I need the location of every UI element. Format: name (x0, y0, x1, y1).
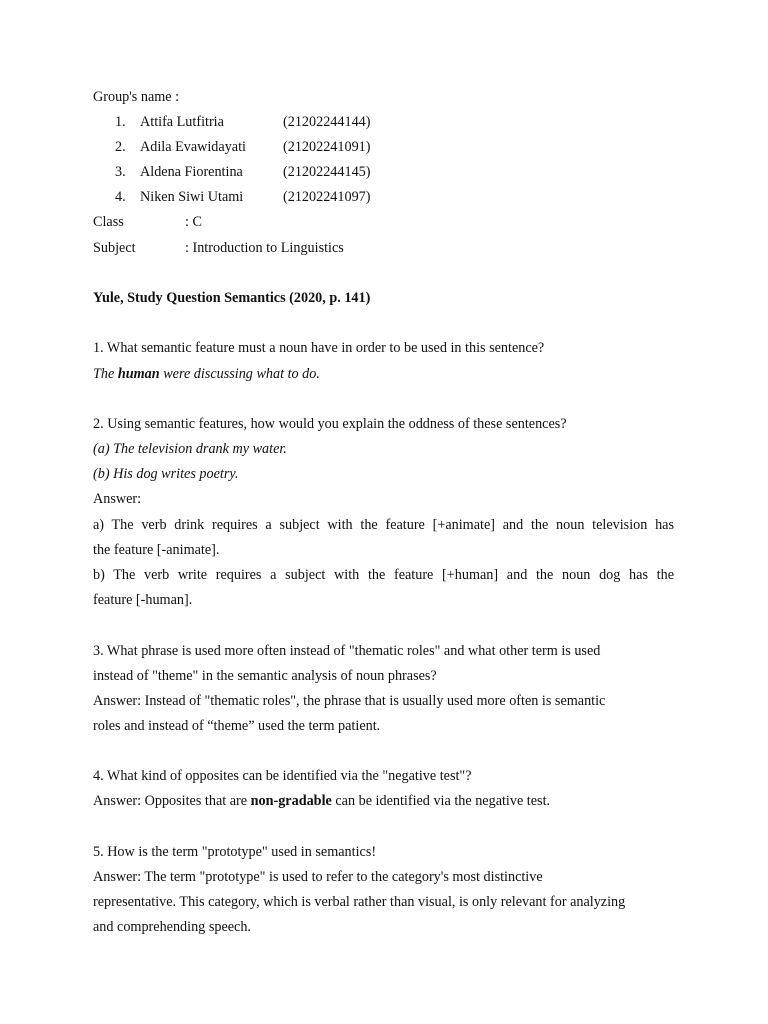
document-title: Yule, Study Question Semantics (2020, p. 141) (93, 290, 371, 306)
question-5: 5. How is the term "prototype" used in semantics! (93, 844, 377, 860)
class-value: : C (185, 214, 202, 230)
question-2-example-a: (a) The television drank my water. (93, 441, 287, 457)
question-3: 3. What phrase is used more often instead of "thematic roles" and what other term is used (93, 643, 601, 659)
answer-2a-line: the feature [-animate]. (93, 542, 220, 558)
member-name: Aldena Fiorentina (140, 164, 243, 180)
member-id: (21202244144) (283, 114, 371, 130)
question-1: 1. What semantic feature must a noun have in order to be used in this sentence? (93, 340, 545, 356)
member-number: 4. (115, 189, 126, 205)
question-4: 4. What kind of opposites can be identified via the "negative test"? (93, 768, 472, 784)
member-id: (21202244145) (283, 164, 371, 180)
question-3: instead of "theme" in the semantic analysis of noun phrases? (93, 668, 437, 684)
answer-4 (93, 792, 550, 810)
answer-3-line: roles and instead of “theme” used the term patient. (93, 718, 381, 734)
member-number: 1. (115, 114, 126, 130)
answer-2b-line: feature [-human]. (93, 592, 193, 608)
member-name: Attifa Lutfitria (140, 114, 224, 130)
answer-emphasis: non-gradable (250, 793, 332, 809)
answer-3-line: Answer: Instead of "thematic roles", the phrase that is usually used more often is semantic (93, 693, 606, 709)
answer-5-line: and comprehending speech. (93, 919, 251, 935)
answer-label: Answer: (93, 491, 142, 507)
answer-text: can be identified via the negative test. (331, 793, 551, 809)
class-label: Class (93, 214, 124, 230)
member-id: (21202241091) (283, 139, 371, 155)
answer-2a-line: a) The verb drink requires a subject with the feature [+animate] and the noun television has (93, 517, 674, 533)
example-text: The (93, 366, 118, 382)
question-2-example-b: (b) His dog writes poetry. (93, 466, 239, 482)
example-text: were discussing what to do. (159, 366, 320, 382)
example-emphasis: human (117, 366, 160, 382)
member-name: Niken Siwi Utami (140, 189, 244, 205)
answer-text: Answer: Opposites that are (93, 793, 251, 809)
member-name: Adila Evawidayati (140, 139, 246, 155)
group-label: Group's name : (93, 89, 180, 105)
answer-2b-line: b) The verb write requires a subject with the feature [+human] and the noun dog has the (93, 567, 674, 583)
question-1-example (93, 365, 320, 383)
answer-5-line: Answer: The term "prototype" is used to refer to the category's most distinctive (93, 869, 543, 885)
member-number: 3. (115, 164, 126, 180)
member-number: 2. (115, 139, 126, 155)
subject-label: Subject (93, 240, 136, 256)
subject-value: : Introduction to Linguistics (185, 240, 344, 256)
question-2: 2. Using semantic features, how would you explain the oddness of these sentences? (93, 416, 567, 432)
member-id: (21202241097) (283, 189, 371, 205)
answer-5-line: representative. This category, which is verbal rather than visual, is only relevant for analyzing (93, 894, 626, 910)
